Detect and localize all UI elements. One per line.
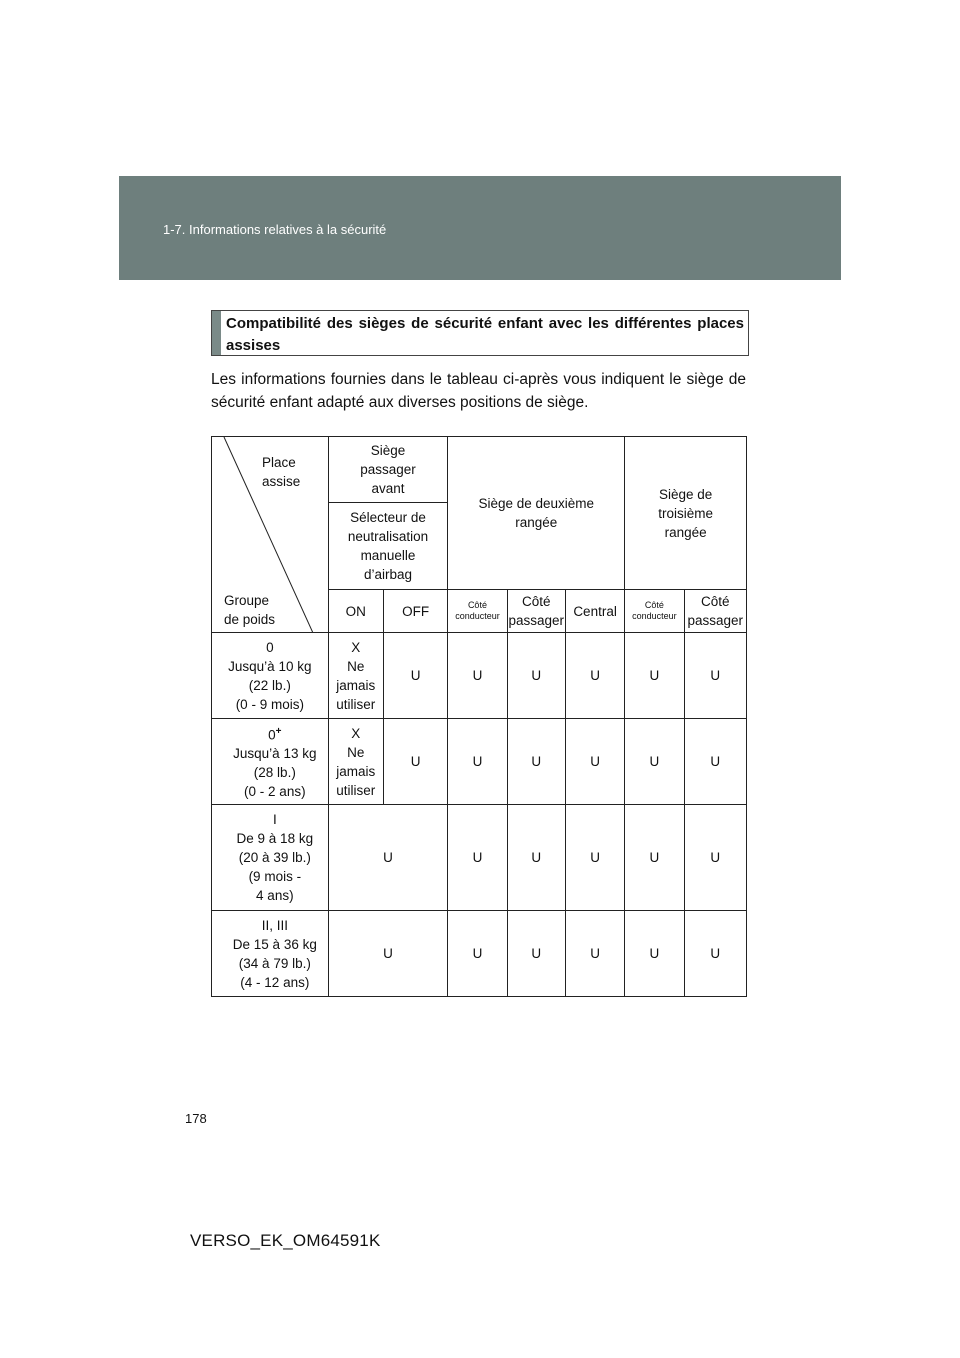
corner-bottom-line: de poids <box>224 612 276 627</box>
header-front-seat <box>328 437 448 503</box>
group-line: (34 à 79 lb.) <box>238 955 311 971</box>
weight-group-cell <box>212 719 329 805</box>
corner-label-seat <box>262 453 300 491</box>
subheader-line: Côté <box>701 594 730 609</box>
corner-header-cell <box>212 437 329 633</box>
header-line: Sélecteur de <box>350 510 426 525</box>
cell-line: X <box>351 725 361 741</box>
subheader-second-driver-side <box>448 590 507 633</box>
subheader-off: OFF <box>383 590 447 633</box>
group-line: Jusqu’à 13 kg <box>233 746 317 762</box>
front-seat-cell: U <box>328 911 448 997</box>
section-title-box <box>211 310 749 356</box>
cell-line: Ne <box>347 658 365 674</box>
header-line: manuelle <box>360 548 416 563</box>
group-superscript: + <box>275 725 282 737</box>
subheader-third-passenger-side <box>684 590 746 633</box>
group-line: (22 lb.) <box>248 677 291 693</box>
header-line: passager <box>360 462 416 477</box>
cell-line: jamais <box>336 763 376 779</box>
header-line: avant <box>371 481 405 496</box>
front-airbag-on-cell <box>328 719 383 805</box>
weight-group-cell <box>212 805 329 911</box>
subheader-line: conducteur <box>455 611 500 621</box>
subheader-third-driver-side <box>625 590 684 633</box>
group-line: (0 - 2 ans) <box>244 784 306 800</box>
header-airbag-selector <box>328 503 448 590</box>
group-line: De 15 à 36 kg <box>232 936 317 952</box>
table-cell: U <box>383 719 447 805</box>
group-line: I <box>272 812 277 827</box>
table-row <box>212 805 747 911</box>
cell-line: X <box>351 639 361 655</box>
table-cell: U <box>507 719 565 805</box>
corner-top-line: Place <box>262 455 296 470</box>
section-title: Compatibilité des sièges de sécurité enfant avec les différentes places assises <box>226 315 744 354</box>
table-cell: U <box>684 719 746 805</box>
group-label: 0 <box>268 727 276 743</box>
front-airbag-on-cell <box>328 633 383 719</box>
cell-line: utiliser <box>336 782 376 798</box>
subheader-line: conducteur <box>632 611 677 621</box>
subheader-second-passenger-side <box>507 590 565 633</box>
header-second-row <box>448 437 625 590</box>
header-third-row <box>625 437 747 590</box>
child-seat-compatibility-table <box>211 436 747 997</box>
table-cell: U <box>448 633 507 719</box>
table-cell: U <box>565 633 624 719</box>
weight-group-cell <box>212 911 329 997</box>
subheader-line: passager <box>508 613 565 628</box>
header-line: Siège de deuxième <box>478 496 595 511</box>
corner-label-weight-group <box>224 591 275 629</box>
subheader-line: passager <box>687 613 744 628</box>
group-line: (20 à 39 lb.) <box>238 850 311 865</box>
title-accent-bar <box>212 311 221 355</box>
table-cell: U <box>625 719 684 805</box>
subheader-line: Côté <box>644 600 664 610</box>
table-cell: U <box>507 805 565 911</box>
table-cell: U <box>684 911 746 997</box>
table-cell: U <box>448 805 507 911</box>
table-cell: U <box>448 719 507 805</box>
group-line: De 9 à 18 kg <box>236 831 314 846</box>
header-line: Siège de <box>658 486 713 502</box>
corner-top-line: assise <box>262 474 301 489</box>
header-line: troisième <box>658 505 713 521</box>
subheader-line: Côté <box>522 594 551 609</box>
header-line: Siège <box>370 443 406 458</box>
cell-line: Ne <box>347 744 365 760</box>
table-cell: U <box>507 633 565 719</box>
table-cell: U <box>625 805 684 911</box>
header-line: rangée <box>515 515 558 530</box>
subheader-on: ON <box>328 590 383 633</box>
table-row <box>212 719 747 805</box>
group-line: Jusqu’à 10 kg <box>228 658 312 674</box>
table-cell: U <box>383 633 447 719</box>
group-line: II, III <box>261 917 288 933</box>
header-line: rangée <box>664 524 707 540</box>
page-number: 178 <box>185 1111 207 1126</box>
table-cell: U <box>448 911 507 997</box>
corner-bottom-line: Groupe <box>224 593 270 608</box>
table-row <box>212 911 747 997</box>
table-row <box>212 633 747 719</box>
group-line: (28 lb.) <box>253 765 296 781</box>
group-line: 4 ans) <box>256 888 294 903</box>
table-cell: U <box>625 633 684 719</box>
group-line: (9 mois - <box>248 869 302 884</box>
group-line: (4 - 12 ans) <box>240 974 310 990</box>
table-cell: U <box>565 911 624 997</box>
header-line: d’airbag <box>363 567 412 582</box>
cell-line: jamais <box>336 677 376 693</box>
document-code: VERSO_EK_OM64591K <box>190 1231 381 1250</box>
table-cell: U <box>565 719 624 805</box>
table-cell: U <box>625 911 684 997</box>
front-seat-cell: U <box>328 805 448 911</box>
section-label: 1-7. Informations relatives à la sécurité <box>163 222 387 237</box>
subheader-line: Côté <box>467 600 487 610</box>
group-line <box>222 722 328 745</box>
header-line: neutralisation <box>347 529 429 544</box>
cell-line: utiliser <box>336 696 376 712</box>
group-line: 0 <box>266 639 274 655</box>
weight-group-cell <box>212 633 329 719</box>
table-cell: U <box>507 911 565 997</box>
intro-paragraph: Les informations fournies dans le tableau ci-après vous indiquent le siège de sécurité enfant adapté aux diverses positions de siège. <box>211 371 746 411</box>
subheader-second-central: Central <box>565 590 624 633</box>
table-cell: U <box>684 805 746 911</box>
table-cell: U <box>684 633 746 719</box>
table-cell: U <box>565 805 624 911</box>
group-line: (0 - 9 mois) <box>235 696 304 712</box>
